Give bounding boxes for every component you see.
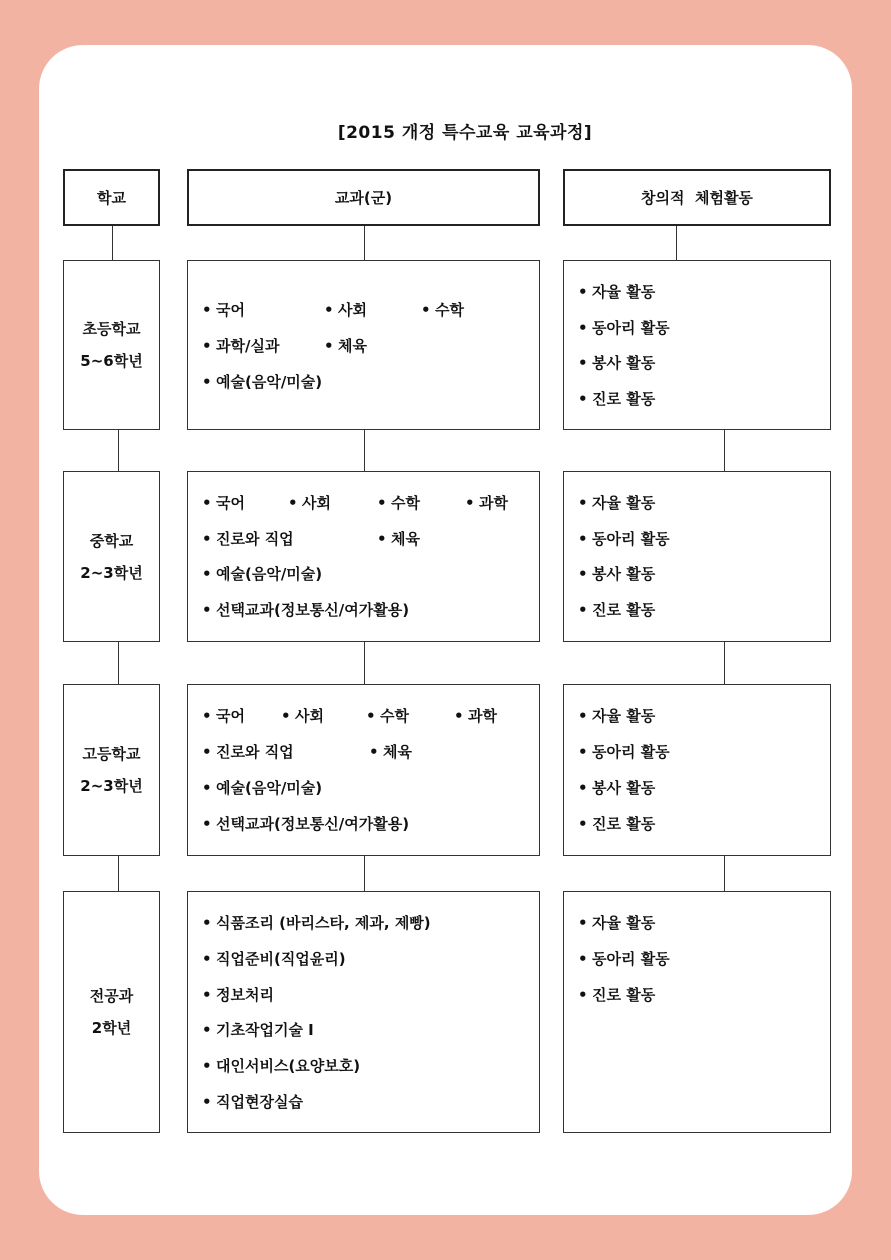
connector-line xyxy=(676,226,677,260)
subject-item: • 직업준비(직업윤리) xyxy=(202,950,346,968)
school-grade: 2학년 xyxy=(91,1019,132,1037)
connector-line xyxy=(112,226,113,260)
subject-item: • 선택교과(정보통신/여가활용) xyxy=(202,815,410,833)
header-subjects: 교과(군) xyxy=(187,169,540,226)
activity-item: • 동아리 활동 xyxy=(578,530,670,548)
school-name: 고등학교 xyxy=(82,745,141,763)
subject-item: • 수학 xyxy=(366,707,409,725)
activities-box-middle xyxy=(563,471,831,642)
subject-item: • 진로와 직업 xyxy=(202,530,294,548)
subject-item: • 체육 xyxy=(324,337,367,355)
school-box-elementary xyxy=(63,260,160,430)
subject-item: • 수학 xyxy=(421,301,464,319)
subject-item: • 진로와 직업 xyxy=(202,743,294,761)
school-box-middle xyxy=(63,471,160,642)
activity-item: • 봉사 활동 xyxy=(578,354,656,372)
connector-line xyxy=(118,856,119,891)
activity-item: • 진로 활동 xyxy=(578,986,656,1004)
subject-item: • 수학 xyxy=(377,494,420,512)
connector-line xyxy=(724,856,725,891)
activity-item: • 동아리 활동 xyxy=(578,743,670,761)
header-activities: 창의적 체험활동 xyxy=(563,169,831,226)
subject-item: • 국어 xyxy=(202,707,245,725)
subject-item: • 직업현장실습 xyxy=(202,1093,303,1111)
subject-item: • 과학 xyxy=(454,707,497,725)
connector-line xyxy=(364,642,365,684)
connector-line xyxy=(364,430,365,471)
subject-item: • 사회 xyxy=(281,707,324,725)
subject-item: • 과학/실과 xyxy=(202,337,280,355)
activity-item: • 자율 활동 xyxy=(578,707,656,725)
subject-item: • 선택교과(정보통신/여가활용) xyxy=(202,601,410,619)
activity-item: • 자율 활동 xyxy=(578,914,656,932)
school-grade: 2~3학년 xyxy=(80,777,143,795)
subjects-box-middle xyxy=(187,471,540,642)
activities-box-high xyxy=(563,684,831,856)
connector-line xyxy=(364,856,365,891)
subject-item: • 체육 xyxy=(377,530,420,548)
activity-item: • 진로 활동 xyxy=(578,601,656,619)
activity-item: • 진로 활동 xyxy=(578,815,656,833)
subjects-box-elementary xyxy=(187,260,540,430)
school-grade: 2~3학년 xyxy=(80,563,143,582)
subject-item: • 사회 xyxy=(288,494,331,512)
school-box-high xyxy=(63,684,160,856)
subject-item: • 과학 xyxy=(465,494,508,512)
header-school: 학교 xyxy=(63,169,160,226)
subject-item: • 대인서비스(요양보호) xyxy=(202,1057,361,1075)
subject-item: • 정보처리 xyxy=(202,986,274,1004)
subject-item: • 예술(음악/미술) xyxy=(202,565,323,583)
connector-line xyxy=(118,430,119,471)
subject-item: • 체육 xyxy=(369,743,412,761)
subject-item: • 기초작업기술 I xyxy=(202,1021,314,1039)
school-box-major xyxy=(63,891,160,1133)
subject-item: • 사회 xyxy=(324,301,367,319)
subject-item: • 예술(음악/미술) xyxy=(202,779,323,797)
subject-item: • 식품조리 (바리스타, 제과, 제빵) xyxy=(202,914,431,932)
activity-item: • 진로 활동 xyxy=(578,390,656,408)
connector-line xyxy=(724,430,725,471)
activities-box-elementary xyxy=(563,260,831,430)
activity-item: • 동아리 활동 xyxy=(578,950,670,968)
activities-box-major xyxy=(563,891,831,1133)
connector-line xyxy=(364,226,365,260)
connector-line xyxy=(118,642,119,684)
school-grade: 5~6학년 xyxy=(80,352,143,370)
activity-item: • 자율 활동 xyxy=(578,283,656,301)
page-title: [2015 개정 특수교육 교육과정] xyxy=(337,123,593,143)
activity-item: • 봉사 활동 xyxy=(578,565,656,583)
subjects-box-major xyxy=(187,891,540,1133)
subject-item: • 국어 xyxy=(202,301,245,319)
subject-item: • 국어 xyxy=(202,494,245,512)
subject-item: • 예술(음악/미술) xyxy=(202,373,323,391)
connector-line xyxy=(724,642,725,684)
subjects-box-high xyxy=(187,684,540,856)
school-name: 중학교 xyxy=(89,531,134,550)
activity-item: • 봉사 활동 xyxy=(578,779,656,797)
school-name: 전공과 xyxy=(89,987,134,1005)
activity-item: • 동아리 활동 xyxy=(578,319,670,337)
activity-item: • 자율 활동 xyxy=(578,494,656,512)
school-name: 초등학교 xyxy=(82,320,141,338)
